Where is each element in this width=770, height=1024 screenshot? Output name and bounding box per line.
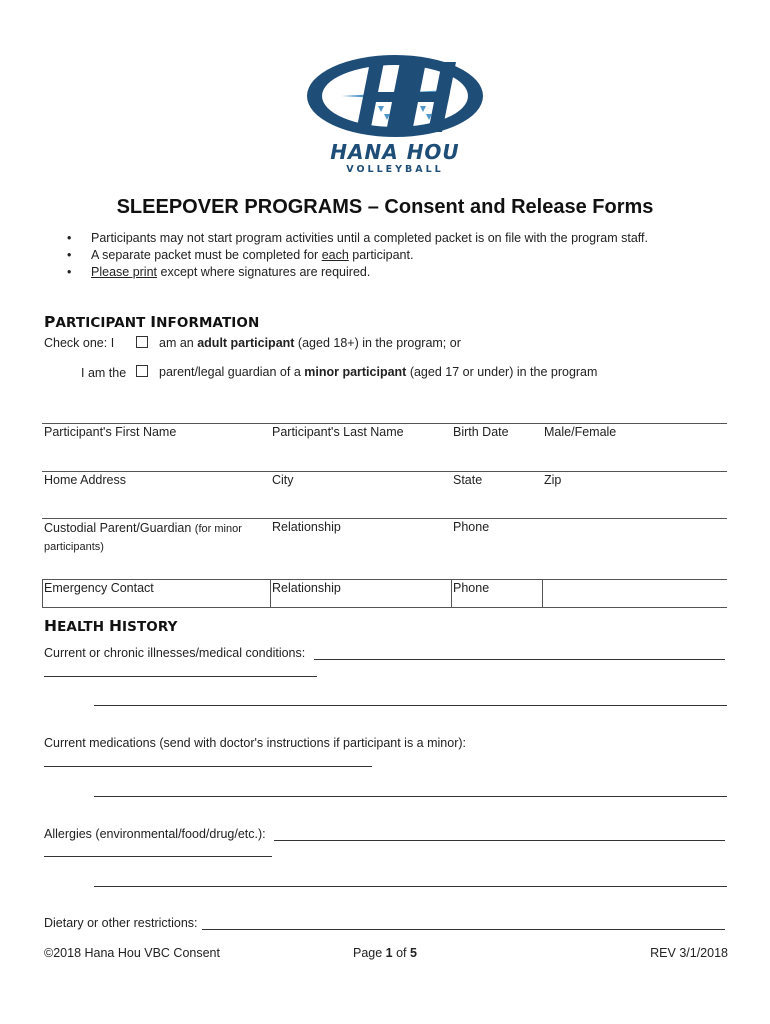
grid-line bbox=[42, 579, 727, 580]
i-am-the-label: I am the bbox=[81, 366, 127, 380]
medications-input-line-2[interactable] bbox=[94, 796, 727, 797]
illnesses-input-line-2[interactable] bbox=[44, 676, 317, 677]
emergency-contact-field[interactable]: Emergency Contact bbox=[44, 581, 154, 595]
grid-line bbox=[42, 579, 43, 607]
grid-line bbox=[42, 518, 727, 519]
guardian-phone-field[interactable]: Phone bbox=[453, 520, 490, 534]
guardian-label: parent/legal guardian of a minor participant (aged 17 or under) in the program bbox=[159, 365, 598, 379]
grid-line bbox=[42, 423, 727, 424]
allergies-input-line-2[interactable] bbox=[44, 856, 272, 857]
logo-brand-text: HANA HOU bbox=[330, 140, 460, 164]
dietary-label: Dietary or other restrictions: bbox=[44, 916, 198, 930]
medications-label: Current medications (send with doctor's instructions if participant is a minor): bbox=[44, 736, 466, 750]
footer-page-number: Page 1 of 5 bbox=[353, 946, 417, 960]
emergency-relationship-field[interactable]: Relationship bbox=[272, 581, 341, 595]
illnesses-label: Current or chronic illnesses/medical conditions: bbox=[44, 646, 306, 660]
list-item: • Participants may not start program activities until a completed packet is on file with the program staff. bbox=[62, 230, 648, 247]
guardian-checkbox[interactable] bbox=[136, 365, 148, 377]
zip-field[interactable]: Zip bbox=[544, 473, 562, 487]
first-name-field[interactable]: Participant's First Name bbox=[44, 425, 177, 439]
grid-line bbox=[42, 607, 727, 608]
emergency-phone-field[interactable]: Phone bbox=[453, 581, 490, 595]
allergies-input-line-3[interactable] bbox=[94, 886, 727, 887]
allergies-input-line[interactable] bbox=[274, 840, 725, 841]
logo-subtitle-text: VOLLEYBALL bbox=[346, 164, 444, 175]
last-name-field[interactable]: Participant's Last Name bbox=[272, 425, 404, 439]
grid-line bbox=[542, 579, 543, 607]
participant-info-heading: PARTICIPANT INFORMATION bbox=[44, 313, 260, 331]
allergies-label: Allergies (environmental/food/drug/etc.): bbox=[44, 827, 266, 841]
footer-revision: REV 3/1/2018 bbox=[650, 946, 728, 960]
city-field[interactable]: City bbox=[272, 473, 294, 487]
guardian-relationship-field[interactable]: Relationship bbox=[272, 520, 341, 534]
sex-field[interactable]: Male/Female bbox=[544, 425, 617, 439]
page-title: SLEEPOVER PROGRAMS – Consent and Release Forms bbox=[116, 196, 654, 218]
guardian-field[interactable]: Custodial Parent/Guardian (for minor participants) bbox=[44, 521, 242, 553]
check-one-label: Check one: I bbox=[44, 336, 115, 350]
adult-participant-checkbox[interactable] bbox=[136, 336, 148, 348]
hana-hou-logo bbox=[300, 50, 490, 180]
grid-line bbox=[270, 579, 271, 607]
medications-input-line[interactable] bbox=[44, 766, 372, 767]
birth-date-field[interactable]: Birth Date bbox=[453, 425, 509, 439]
footer-copyright: ©2018 Hana Hou VBC Consent bbox=[44, 946, 220, 960]
state-field[interactable]: State bbox=[453, 473, 483, 487]
dietary-input-line[interactable] bbox=[202, 929, 725, 930]
illnesses-input-line[interactable] bbox=[314, 659, 725, 660]
home-address-field[interactable]: Home Address bbox=[44, 473, 126, 487]
grid-line bbox=[451, 579, 452, 607]
list-item: • A separate packet must be completed for each participant. bbox=[62, 247, 648, 264]
health-history-heading: HEALTH HISTORY bbox=[44, 617, 178, 635]
grid-line bbox=[42, 471, 727, 472]
adult-participant-label: am an adult participant (aged 18+) in the program; or bbox=[159, 336, 461, 350]
instructions-list bbox=[62, 230, 648, 281]
list-item: • Please print except where signatures are required. bbox=[62, 264, 648, 281]
illnesses-input-line-3[interactable] bbox=[94, 705, 727, 706]
